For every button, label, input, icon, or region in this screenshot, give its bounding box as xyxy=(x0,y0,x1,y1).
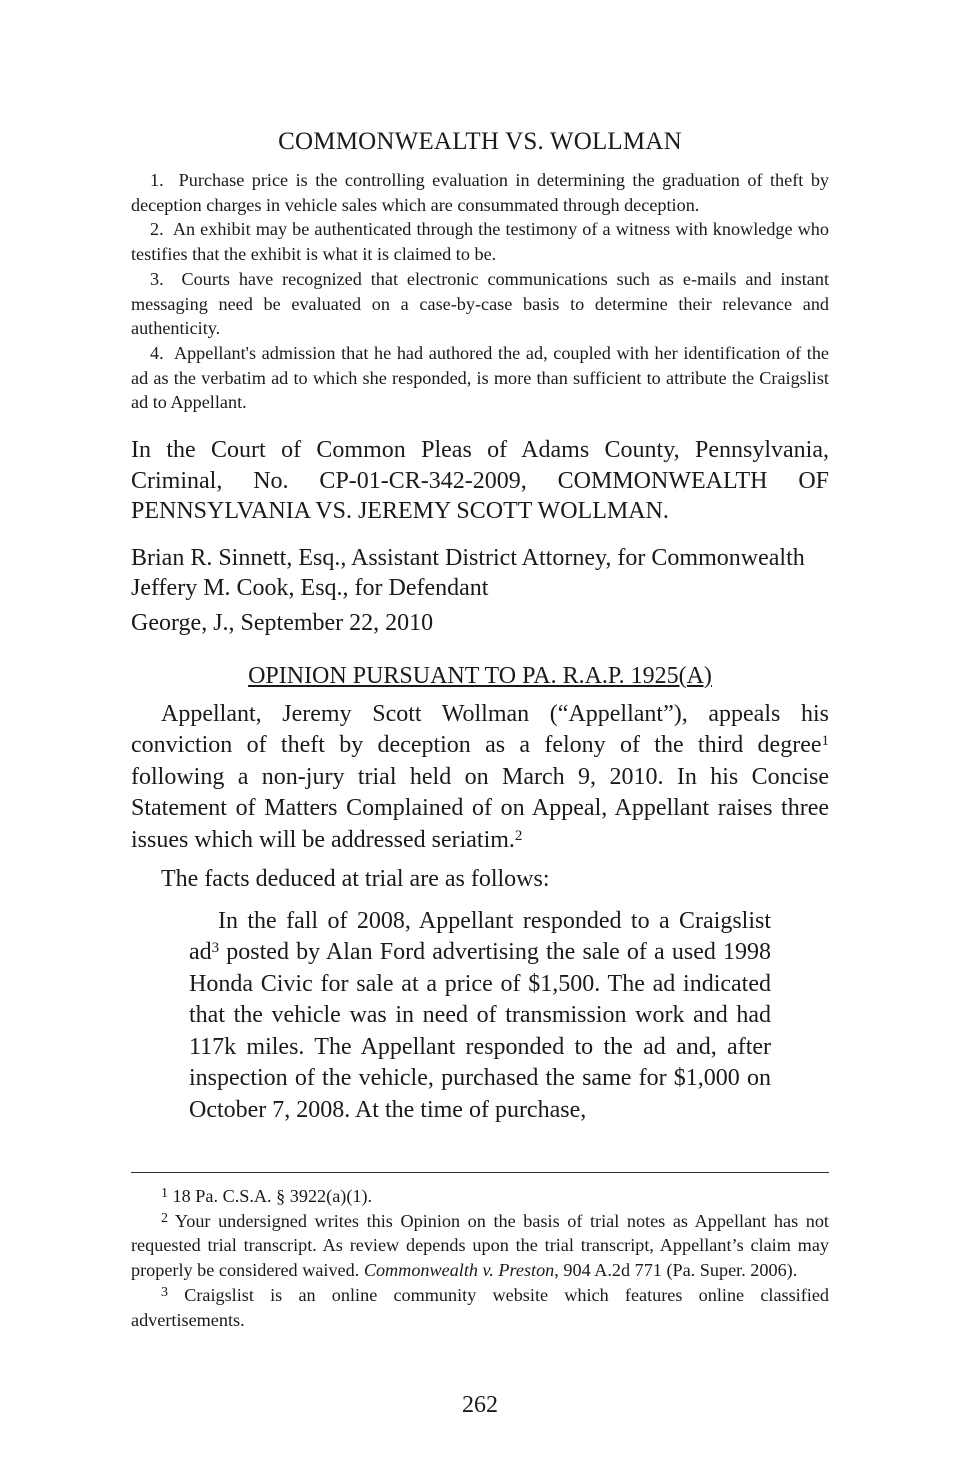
block-quote xyxy=(189,906,771,1127)
footnote-number: 3 xyxy=(161,1284,168,1300)
footnote-divider xyxy=(131,1172,829,1173)
footnote-ref: 2 xyxy=(514,827,523,844)
footnote-text: 18 Pa. C.S.A. § 3922(a)(1). xyxy=(168,1186,373,1206)
footnote-text: Your undersigned writes this Opinion on the basis of trial notes as Appellant has not requested trial transcript. As review depends upon the trial transcript, Appellant’s claim may properly be considered waived. xyxy=(131,1210,829,1281)
headnote-number: 3. xyxy=(150,268,164,289)
headnote-text: Purchase price is the controlling evaluation in determining the graduation of theft by deception charges in vehicle sales which are consummated through deception. xyxy=(131,170,830,215)
footnote xyxy=(131,1209,829,1283)
document-page xyxy=(131,128,829,1126)
opinion-title: OPINION PURSUANT TO PA. R.A.P. 1925(A) xyxy=(248,662,712,689)
case-caption: In the Court of Common Pleas of Adams County, Pennsylvania, Criminal, No. CP-01-CR-342-2009, COMMONWEALTH OF PENNSYLVANIA VS. JEREMY SCOTT WOLLMAN. xyxy=(131,437,829,525)
opinion-paragraph xyxy=(131,699,829,857)
quote-text: In the fall of 2008, Appellant responded to a Craigslist ad xyxy=(189,907,771,966)
headnote-number: 1. xyxy=(150,170,164,190)
counsel-commonwealth: Brian R. Sinnett, Esq., Assistant District Attorney, for Commonwealth xyxy=(131,544,805,571)
headnote-number: 2. xyxy=(150,219,164,240)
headnote-text: An exhibit may be authenticated through the testimony of a witness with knowledge who testifies that the exhibit is what it is claimed to be. xyxy=(131,219,829,265)
paragraph-text: following a non-jury trial held on March 9, 2010. In his Concise Statement of Matters Complained of on Appeal, Appellant raises three issues which will be addressed seriatim. xyxy=(131,763,829,853)
footnotes xyxy=(131,1184,829,1332)
quote-text: posted by Alan Ford advertising the sale of a used 1998 Honda Civic for sale at a price of $1,500. The ad indicated that the vehicle was in need of transmission work and had 117k miles. The Appellant responded to the ad and, after inspection of the vehicle, purchased the same for $1,000 on October 7, 2008. At the time of purchase, xyxy=(189,939,771,1123)
paragraph-text: Appellant, Jeremy Scott Wollman (“Appellant”), appeals his conviction of theft by deception as a felony of the third degree xyxy=(131,700,829,759)
page-number: 262 xyxy=(462,1392,498,1418)
counsel-block xyxy=(131,543,829,604)
footnote-number: 1 xyxy=(161,1186,168,1201)
opinion-paragraph: The facts deduced at trial are as follows: xyxy=(161,866,550,893)
headnote-text: Courts have recognized that electronic communications such as e-mails and instant messaging need be evaluated on a case-by-case basis to determine their relevance and authenticity. xyxy=(131,268,829,339)
footnote xyxy=(131,1184,829,1209)
headnote-number: 4. xyxy=(150,342,164,363)
footnote-text: Craigslist is an online community website which features online classified advertisements. xyxy=(131,1284,829,1330)
footnote xyxy=(131,1283,829,1332)
headnotes xyxy=(131,168,829,415)
headnote xyxy=(131,341,829,415)
footnote-ref: 1 xyxy=(821,733,829,750)
headnote-text: Appellant's admission that he had authored the ad, coupled with her identification of the ad as the verbatim ad to which she responded, is more than sufficient to attribute the Craigslist ad to Appellant. xyxy=(131,342,829,413)
footnote-ref: 3 xyxy=(211,940,220,957)
headnote xyxy=(131,267,829,341)
headnote xyxy=(131,217,829,266)
footnote-text: , 904 A.2d 771 (Pa. Super. 2006). xyxy=(554,1260,798,1281)
headnote xyxy=(131,168,829,217)
footnote-number: 2 xyxy=(161,1210,168,1226)
counsel-defendant: Jeffery M. Cook, Esq., for Defendant xyxy=(131,575,489,602)
judge-date-line: George, J., September 22, 2010 xyxy=(131,609,434,636)
running-head: COMMONWEALTH VS. WOLLMAN xyxy=(278,128,682,155)
case-citation: Commonwealth v. Preston xyxy=(363,1260,555,1281)
